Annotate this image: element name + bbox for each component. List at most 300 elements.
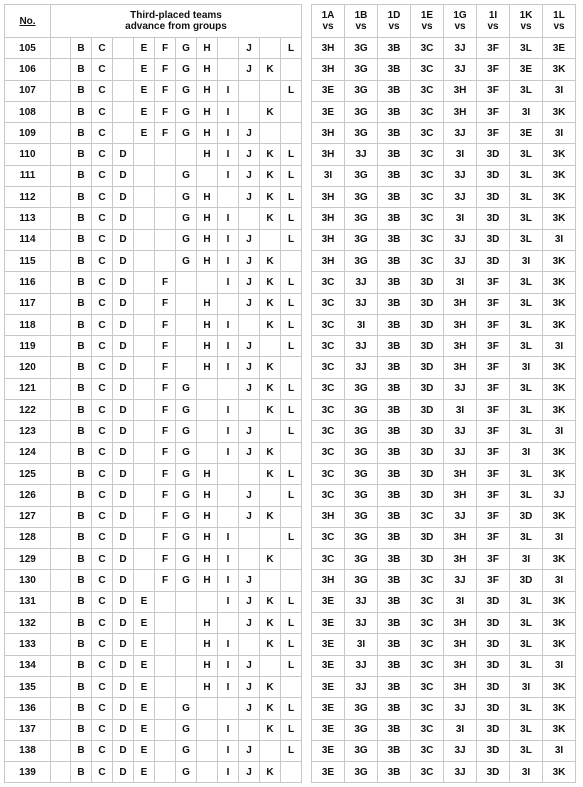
group-cell: D	[113, 272, 134, 293]
group-cell	[281, 570, 302, 591]
opponent-cell: 3J	[444, 250, 477, 271]
group-cell: B	[71, 314, 92, 335]
group-cell	[260, 655, 281, 676]
opponent-cell: 3D	[477, 229, 510, 250]
group-cell: L	[281, 698, 302, 719]
opponent-cell: 3E	[312, 634, 345, 655]
opponent-cell: 3D	[411, 293, 444, 314]
opponent-cell: 3J	[444, 59, 477, 80]
group-cell: H	[197, 463, 218, 484]
group-cell	[176, 314, 197, 335]
opponent-cell: 3C	[312, 272, 345, 293]
group-cell	[281, 101, 302, 122]
group-cell: D	[113, 485, 134, 506]
opponent-cell: 3C	[312, 442, 345, 463]
opponent-cell: 3C	[312, 421, 345, 442]
group-cell: I	[218, 740, 239, 761]
opponent-cell: 3E	[312, 613, 345, 634]
opponent-cell: 3G	[345, 378, 378, 399]
group-cell: D	[113, 506, 134, 527]
opponent-cell: 3C	[411, 740, 444, 761]
opponent-cell: 3L	[510, 314, 543, 335]
opponent-cell: 3I	[543, 570, 576, 591]
opponent-cell: 3B	[378, 591, 411, 612]
column-gap	[302, 250, 312, 271]
opponent-cell: 3H	[444, 613, 477, 634]
opponent-cell: 3H	[444, 634, 477, 655]
row-number: 135	[5, 676, 51, 697]
table-row	[5, 357, 576, 378]
group-cell: G	[176, 378, 197, 399]
group-cell	[113, 38, 134, 59]
group-cell: D	[113, 762, 134, 783]
column-gap	[302, 272, 312, 293]
opponent-cell: 3D	[477, 762, 510, 783]
group-cell: C	[92, 740, 113, 761]
group-cell: I	[218, 527, 239, 548]
opponent-cell: 3C	[312, 336, 345, 357]
table-row	[5, 80, 576, 101]
spacer-cell	[51, 591, 71, 612]
group-cell: C	[92, 314, 113, 335]
opponent-cell: 3C	[411, 698, 444, 719]
opponent-cell: 3H	[444, 80, 477, 101]
opponent-cell: 3B	[378, 400, 411, 421]
spacer-cell	[51, 719, 71, 740]
group-cell: B	[71, 208, 92, 229]
group-cell	[281, 123, 302, 144]
opponent-cell: 3H	[444, 463, 477, 484]
opponent-cell: 3G	[345, 229, 378, 250]
group-cell: C	[92, 485, 113, 506]
table-row	[5, 250, 576, 271]
group-cell: C	[92, 208, 113, 229]
group-cell	[197, 421, 218, 442]
opponent-cell: 3B	[378, 485, 411, 506]
opponent-cell: 3B	[378, 719, 411, 740]
column-gap	[302, 293, 312, 314]
opponent-cell: 3K	[543, 549, 576, 570]
group-cell: G	[176, 485, 197, 506]
opponent-cell: 3L	[510, 400, 543, 421]
row-number: 108	[5, 101, 51, 122]
opponent-cell: 3G	[345, 463, 378, 484]
group-cell: D	[113, 336, 134, 357]
matchup-header-1g: 1G vs	[444, 5, 477, 38]
group-cell: B	[71, 698, 92, 719]
opponent-cell: 3D	[477, 740, 510, 761]
group-cell: D	[113, 549, 134, 570]
opponent-cell: 3B	[378, 676, 411, 697]
table-row	[5, 655, 576, 676]
group-cell: L	[281, 229, 302, 250]
group-cell: B	[71, 59, 92, 80]
group-cell: F	[155, 272, 176, 293]
group-cell: C	[92, 378, 113, 399]
opponent-cell: 3I	[543, 740, 576, 761]
row-number: 134	[5, 655, 51, 676]
group-cell: K	[260, 101, 281, 122]
column-gap	[302, 485, 312, 506]
row-number: 114	[5, 229, 51, 250]
opponent-cell: 3F	[477, 442, 510, 463]
row-number: 131	[5, 591, 51, 612]
opponent-cell: 3G	[345, 421, 378, 442]
opponent-cell: 3K	[543, 442, 576, 463]
opponent-cell: 3C	[312, 485, 345, 506]
group-cell: C	[92, 698, 113, 719]
group-cell: C	[92, 357, 113, 378]
group-cell	[239, 101, 260, 122]
group-cell: F	[155, 421, 176, 442]
group-cell: F	[155, 293, 176, 314]
opponent-cell: 3J	[345, 676, 378, 697]
group-cell: K	[260, 698, 281, 719]
opponent-cell: 3G	[345, 719, 378, 740]
spacer-cell	[51, 740, 71, 761]
opponent-cell: 3F	[477, 527, 510, 548]
group-cell	[134, 314, 155, 335]
row-number: 133	[5, 634, 51, 655]
group-cell: I	[218, 421, 239, 442]
opponent-cell: 3L	[510, 293, 543, 314]
opponent-cell: 3J	[345, 357, 378, 378]
opponent-cell: 3B	[378, 59, 411, 80]
opponent-cell: 3B	[378, 165, 411, 186]
group-cell	[260, 570, 281, 591]
group-cell	[218, 506, 239, 527]
opponent-cell: 3G	[345, 208, 378, 229]
opponent-cell: 3B	[378, 101, 411, 122]
opponent-cell: 3D	[411, 442, 444, 463]
header-row	[5, 5, 576, 38]
group-cell	[218, 613, 239, 634]
matchup-header-1i: 1I vs	[477, 5, 510, 38]
opponent-cell: 3J	[444, 378, 477, 399]
row-number: 119	[5, 336, 51, 357]
column-gap	[302, 570, 312, 591]
group-cell: K	[260, 613, 281, 634]
group-cell	[134, 357, 155, 378]
group-cell: D	[113, 634, 134, 655]
group-cell	[176, 634, 197, 655]
group-cell	[260, 336, 281, 357]
group-cell: L	[281, 527, 302, 548]
opponent-cell: 3G	[345, 698, 378, 719]
group-cell	[176, 144, 197, 165]
opponent-cell: 3K	[543, 314, 576, 335]
row-number: 107	[5, 80, 51, 101]
group-cell: I	[218, 144, 239, 165]
opponent-cell: 3B	[378, 634, 411, 655]
opponent-cell: 3B	[378, 613, 411, 634]
opponent-cell: 3H	[444, 314, 477, 335]
table-row	[5, 187, 576, 208]
group-cell	[176, 336, 197, 357]
spacer-cell	[51, 272, 71, 293]
group-cell	[197, 378, 218, 399]
group-cell: D	[113, 378, 134, 399]
opponent-cell: 3K	[543, 165, 576, 186]
opponent-cell: 3B	[378, 336, 411, 357]
group-cell	[113, 101, 134, 122]
opponent-cell: 3J	[444, 187, 477, 208]
opponent-cell: 3L	[510, 698, 543, 719]
spacer-cell	[51, 123, 71, 144]
opponent-cell: 3H	[312, 59, 345, 80]
group-cell: G	[176, 250, 197, 271]
group-cell	[239, 549, 260, 570]
table-row	[5, 570, 576, 591]
opponent-cell: 3F	[477, 293, 510, 314]
opponent-cell: 3D	[477, 613, 510, 634]
opponent-cell: 3L	[510, 165, 543, 186]
column-gap	[302, 719, 312, 740]
opponent-cell: 3B	[378, 80, 411, 101]
group-cell: L	[281, 655, 302, 676]
group-cell: F	[155, 59, 176, 80]
table-row	[5, 506, 576, 527]
spacer-cell	[51, 676, 71, 697]
group-cell	[281, 676, 302, 697]
opponent-cell: 3B	[378, 570, 411, 591]
group-cell: L	[281, 378, 302, 399]
group-cell: J	[239, 38, 260, 59]
group-cell: B	[71, 187, 92, 208]
group-cell	[134, 549, 155, 570]
opponent-cell: 3E	[312, 80, 345, 101]
opponent-cell: 3B	[378, 442, 411, 463]
opponent-cell: 3C	[411, 570, 444, 591]
group-cell: J	[239, 570, 260, 591]
opponent-cell: 3D	[477, 144, 510, 165]
group-cell: G	[176, 463, 197, 484]
group-cell: B	[71, 336, 92, 357]
table-row	[5, 762, 576, 783]
column-gap	[302, 591, 312, 612]
opponent-cell: 3J	[345, 655, 378, 676]
column-gap	[302, 762, 312, 783]
opponent-cell: 3I	[543, 527, 576, 548]
opponent-cell: 3L	[510, 272, 543, 293]
group-cell: I	[218, 591, 239, 612]
group-cell: J	[239, 676, 260, 697]
column-gap	[302, 549, 312, 570]
group-cell: H	[197, 144, 218, 165]
group-cell: I	[218, 676, 239, 697]
opponent-cell: 3D	[510, 570, 543, 591]
group-cell: E	[134, 38, 155, 59]
group-cell: D	[113, 229, 134, 250]
opponent-cell: 3J	[444, 38, 477, 59]
opponent-cell: 3G	[345, 506, 378, 527]
row-number: 126	[5, 485, 51, 506]
opponent-cell: 3L	[510, 463, 543, 484]
group-cell: E	[134, 123, 155, 144]
group-cell: F	[155, 400, 176, 421]
group-cell	[176, 591, 197, 612]
opponent-cell: 3B	[378, 229, 411, 250]
group-cell: C	[92, 676, 113, 697]
spacer-cell	[51, 144, 71, 165]
opponent-cell: 3H	[444, 485, 477, 506]
table-row	[5, 123, 576, 144]
group-cell: H	[197, 506, 218, 527]
group-cell: B	[71, 144, 92, 165]
group-cell: G	[176, 187, 197, 208]
group-cell	[134, 250, 155, 271]
group-cell: L	[281, 272, 302, 293]
group-cell: D	[113, 698, 134, 719]
group-cell: G	[176, 38, 197, 59]
row-number: 125	[5, 463, 51, 484]
opponent-cell: 3C	[411, 229, 444, 250]
group-cell: L	[281, 485, 302, 506]
opponent-cell: 3K	[543, 272, 576, 293]
group-cell	[260, 485, 281, 506]
spacer-cell	[51, 59, 71, 80]
opponent-cell: 3H	[444, 336, 477, 357]
column-gap	[302, 336, 312, 357]
group-cell: C	[92, 421, 113, 442]
matchup-header-1b: 1B vs	[345, 5, 378, 38]
opponent-cell: 3D	[477, 165, 510, 186]
group-cell	[134, 208, 155, 229]
group-cell: I	[218, 719, 239, 740]
group-cell	[134, 442, 155, 463]
opponent-cell: 3D	[477, 698, 510, 719]
group-cell: K	[260, 250, 281, 271]
opponent-cell: 3D	[411, 421, 444, 442]
group-cell: B	[71, 357, 92, 378]
group-cell: K	[260, 400, 281, 421]
group-cell: E	[134, 101, 155, 122]
group-cell: G	[176, 442, 197, 463]
opponent-cell: 3K	[543, 378, 576, 399]
group-cell: K	[260, 378, 281, 399]
opponent-cell: 3K	[543, 357, 576, 378]
opponent-cell: 3E	[312, 591, 345, 612]
group-cell: G	[176, 527, 197, 548]
number-column-header: No.	[5, 5, 51, 38]
column-gap	[302, 634, 312, 655]
spacer-cell	[51, 250, 71, 271]
opponent-cell: 3I	[510, 442, 543, 463]
row-number: 120	[5, 357, 51, 378]
spacer-cell	[51, 506, 71, 527]
opponent-cell: 3G	[345, 549, 378, 570]
opponent-cell: 3C	[411, 101, 444, 122]
opponent-cell: 3G	[345, 80, 378, 101]
group-cell: L	[281, 314, 302, 335]
opponent-cell: 3B	[378, 272, 411, 293]
opponent-cell: 3B	[378, 293, 411, 314]
opponent-cell: 3K	[543, 698, 576, 719]
group-cell: K	[260, 719, 281, 740]
group-cell: G	[176, 59, 197, 80]
table-row	[5, 527, 576, 548]
group-cell: D	[113, 442, 134, 463]
opponent-cell: 3I	[543, 80, 576, 101]
group-cell: G	[176, 80, 197, 101]
group-cell	[260, 38, 281, 59]
opponent-cell: 3C	[411, 634, 444, 655]
group-cell: K	[260, 463, 281, 484]
opponent-cell: 3G	[345, 187, 378, 208]
group-cell: H	[197, 527, 218, 548]
group-cell: G	[176, 208, 197, 229]
group-cell	[155, 698, 176, 719]
group-cell	[218, 293, 239, 314]
row-number: 137	[5, 719, 51, 740]
opponent-cell: 3I	[510, 101, 543, 122]
group-cell: L	[281, 463, 302, 484]
group-cell	[197, 591, 218, 612]
column-gap	[302, 165, 312, 186]
opponent-cell: 3K	[543, 676, 576, 697]
table-row	[5, 208, 576, 229]
spacer-cell	[51, 336, 71, 357]
group-cell: K	[260, 293, 281, 314]
group-cell: B	[71, 676, 92, 697]
group-cell	[218, 463, 239, 484]
opponent-cell: 3I	[510, 357, 543, 378]
opponent-cell: 3D	[477, 655, 510, 676]
row-number: 115	[5, 250, 51, 271]
opponent-cell: 3D	[510, 506, 543, 527]
group-cell: B	[71, 272, 92, 293]
group-cell	[197, 400, 218, 421]
group-cell: E	[134, 762, 155, 783]
column-gap	[302, 123, 312, 144]
opponent-cell: 3C	[411, 506, 444, 527]
group-cell: H	[197, 549, 218, 570]
opponent-cell: 3E	[312, 719, 345, 740]
opponent-cell: 3K	[543, 400, 576, 421]
group-cell	[134, 165, 155, 186]
group-cell: K	[260, 762, 281, 783]
table-row	[5, 336, 576, 357]
column-gap	[302, 187, 312, 208]
table-row	[5, 38, 576, 59]
opponent-cell: 3H	[312, 570, 345, 591]
group-cell	[218, 378, 239, 399]
group-cell: I	[218, 442, 239, 463]
group-cell: F	[155, 38, 176, 59]
opponent-cell: 3F	[477, 59, 510, 80]
group-cell: D	[113, 719, 134, 740]
group-cell: D	[113, 613, 134, 634]
group-cell: F	[155, 570, 176, 591]
group-cell	[155, 634, 176, 655]
group-cell	[134, 570, 155, 591]
row-number: 105	[5, 38, 51, 59]
opponent-cell: 3D	[477, 634, 510, 655]
group-cell: C	[92, 719, 113, 740]
group-cell	[281, 506, 302, 527]
opponent-cell: 3B	[378, 123, 411, 144]
group-cell	[155, 676, 176, 697]
group-cell: K	[260, 506, 281, 527]
opponent-cell: 3F	[477, 336, 510, 357]
group-cell	[218, 38, 239, 59]
opponent-cell: 3F	[477, 549, 510, 570]
group-cell	[218, 187, 239, 208]
group-cell: I	[218, 101, 239, 122]
group-cell: K	[260, 357, 281, 378]
opponent-cell: 3D	[477, 676, 510, 697]
group-cell	[134, 485, 155, 506]
